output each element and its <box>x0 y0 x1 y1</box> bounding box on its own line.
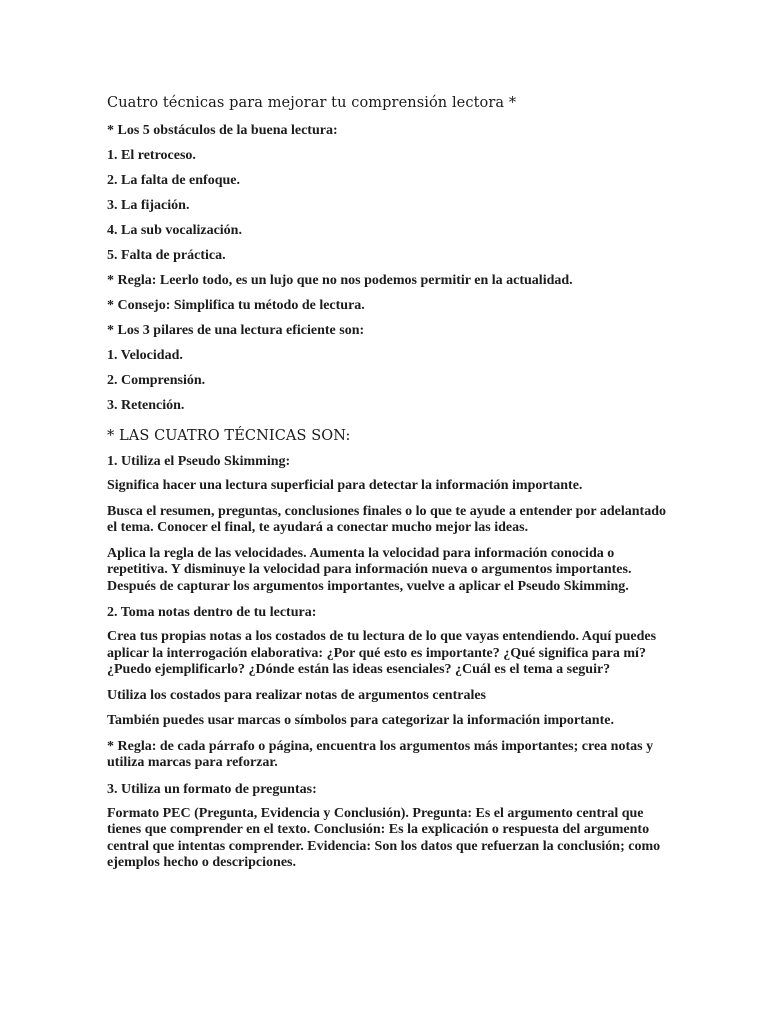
obstacles-heading: * Los 5 obstáculos de la buena lectura: <box>107 123 338 138</box>
pillars-heading: * Los 3 pilares de una lectura eficiente son: <box>107 323 365 338</box>
pillars-list <box>107 347 667 414</box>
technique-1-paragraph: Significa hacer una lectura superficial para detectar la información importante. <box>107 478 583 493</box>
technique-1-paragraph: Busca el resumen, preguntas, conclusiones finales o lo que te ayude a entender por adelantado el tema. Conocer el final, te ayudará a conectar mucho mejor las ideas. <box>107 503 667 535</box>
technique-3-heading: 3. Utiliza un formato de preguntas: <box>107 781 317 797</box>
technique-3-paragraph: Formato PEC (Pregunta, Evidencia y Conclusión). Pregunta: Es el argumento central que tienes que comprender en el texto. Conclusión: Es la explicación o respuesta del argumento central que intentas comprender. Evidencia: Son los datos que refuerzan la conclusión; como ejemplos hecho o descripciones. <box>107 805 661 870</box>
rule-text: * Regla: Leerlo todo, es un lujo que no nos podemos permitir en la actualidad. <box>107 273 573 288</box>
technique-2-paragraph: También puedes usar marcas o símbolos para categorizar la información importante. <box>107 713 614 728</box>
list-item: 3. La fijación. <box>107 198 190 213</box>
technique-1-paragraph: Aplica la regla de las velocidades. Aumenta la velocidad para información conocida o repetitiva. Y disminuye la velocidad para información nueva o argumentos importantes. Después de capturar los argumentos importantes, vuelve a aplicar el Pseudo Skimming. <box>107 545 632 594</box>
techniques-heading: * LAS CUATRO TÉCNICAS SON: <box>107 428 351 444</box>
advice-text: * Consejo: Simplifica tu método de lectura. <box>107 298 365 313</box>
list-item: 5. Falta de práctica. <box>107 248 226 263</box>
list-item: 1. El retroceso. <box>107 148 196 163</box>
technique-2-paragraph: Utiliza los costados para realizar notas de argumentos centrales <box>107 687 486 703</box>
obstacles-list <box>107 147 667 264</box>
technique-2-heading: 2. Toma notas dentro de tu lectura: <box>107 605 317 620</box>
list-item: 1. Velocidad. <box>107 348 183 363</box>
technique-1-heading: 1. Utiliza el Pseudo Skimming: <box>107 454 291 469</box>
technique-2-rule: * Regla: de cada párrafo o página, encuentra los argumentos más importantes; crea notas y utiliza marcas para reforzar. <box>107 738 654 770</box>
document-title: Cuatro técnicas para mejorar tu comprensión lectora * <box>107 95 517 111</box>
document-page <box>107 94 667 881</box>
list-item: 4. La sub vocalización. <box>107 223 242 238</box>
list-item: 2. La falta de enfoque. <box>107 173 240 188</box>
technique-2-paragraph: Crea tus propias notas a los costados de tu lectura de lo que vayas entendiendo. Aquí puedes aplicar la interrogación elaborativa: ¿Por qué esto es importante? ¿Qué significa para mí? ¿Puedo ejemplificarlo? ¿Dónde están las ideas esenciales? ¿Cuál es el tema a seguir? <box>107 629 657 677</box>
list-item: 2. Comprensión. <box>107 373 206 388</box>
list-item: 3. Retención. <box>107 398 185 413</box>
